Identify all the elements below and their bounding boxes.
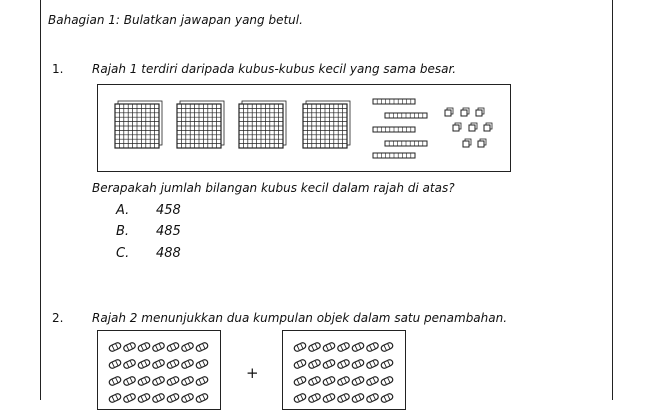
group-1-object-13	[181, 359, 194, 370]
group-2-object-4	[337, 342, 350, 353]
group-1-object-8	[108, 359, 121, 370]
group-2-object-15	[293, 376, 306, 387]
group-1-object-2	[123, 342, 136, 353]
unit-cube-8	[478, 139, 486, 147]
group-2-object-24	[322, 393, 335, 404]
unit-cube-1	[445, 108, 453, 116]
unit-cube-4	[453, 123, 461, 131]
ten-rod-5	[373, 153, 415, 158]
unit-cube-2	[461, 108, 469, 116]
group-2-object-19	[351, 376, 364, 387]
group-2-object-3	[322, 342, 335, 353]
group-2-object-18	[337, 376, 350, 387]
group-1-object-28	[195, 393, 208, 404]
option-a-letter[interactable]: A.	[116, 203, 130, 218]
unit-cube-5	[469, 123, 477, 131]
group-1-object-15	[108, 376, 121, 387]
group-1-object-18	[152, 376, 165, 387]
group-2-object-23	[308, 393, 321, 404]
page-border-left	[40, 0, 41, 400]
question-1-prompt: Berapakah jumlah bilangan kubus kecil dalam rajah di atas?	[92, 181, 455, 195]
group-2-object-22	[293, 393, 306, 404]
group-1-object-25	[152, 393, 165, 404]
group-1-object-21	[195, 376, 208, 387]
option-a-value[interactable]: 458	[156, 203, 181, 218]
group-2-object-2	[308, 342, 321, 353]
group-2-object-16	[308, 376, 321, 387]
option-b-value[interactable]: 485	[156, 224, 181, 239]
group-1-object-11	[152, 359, 165, 370]
group-2-object-27	[366, 393, 379, 404]
group-1-object-27	[181, 393, 194, 404]
question-2-text: Rajah 2 menunjukkan dua kumpulan objek dalam satu penambahan.	[92, 311, 508, 325]
group-1-object-20	[181, 376, 194, 387]
group-2-object-10	[322, 359, 335, 370]
group-1-object-26	[166, 393, 179, 404]
group-1-object-14	[195, 359, 208, 370]
group-1-object-24	[137, 393, 150, 404]
group-1-object-16	[123, 376, 136, 387]
group-2-object-21	[380, 376, 393, 387]
ten-rod-3	[373, 127, 415, 132]
group-1-object-22	[108, 393, 121, 404]
group-1-object-7	[195, 342, 208, 353]
page-border-right	[612, 0, 613, 400]
figure-2-group-2	[282, 330, 406, 410]
group-2-object-8	[293, 359, 306, 370]
section-instruction: Bahagian 1: Bulatkan jawapan yang betul.	[48, 13, 303, 27]
unit-cube-3	[476, 108, 484, 116]
unit-cube-7	[463, 139, 471, 147]
group-1-object-17	[137, 376, 150, 387]
group-1-object-10	[137, 359, 150, 370]
figure-2-group-1-drawing	[98, 331, 222, 411]
unit-cube-6	[484, 123, 492, 131]
figure-2-group-1	[97, 330, 221, 410]
question-1-text: Rajah 1 terdiri daripada kubus-kubus kecil yang sama besar.	[92, 62, 457, 76]
question-2-number: 2.	[52, 311, 64, 325]
option-c-letter[interactable]: C.	[116, 246, 130, 261]
group-2-object-6	[366, 342, 379, 353]
hundred-block-2	[177, 101, 224, 148]
group-1-object-6	[181, 342, 194, 353]
group-1-object-19	[166, 376, 179, 387]
question-1-number: 1.	[52, 62, 64, 76]
plus-sign: +	[246, 364, 259, 382]
group-2-object-9	[308, 359, 321, 370]
ten-rod-1	[373, 99, 415, 104]
ten-rod-4	[385, 141, 427, 146]
group-2-object-5	[351, 342, 364, 353]
option-c-value[interactable]: 488	[156, 246, 181, 261]
group-2-object-25	[337, 393, 350, 404]
hundred-block-4	[303, 101, 350, 148]
hundred-block-3	[239, 101, 286, 148]
group-2-object-20	[366, 376, 379, 387]
group-1-object-4	[152, 342, 165, 353]
group-1-object-1	[108, 342, 121, 353]
figure-2-group-2-drawing	[283, 331, 407, 411]
group-1-object-9	[123, 359, 136, 370]
group-2-object-13	[366, 359, 379, 370]
group-1-object-5	[166, 342, 179, 353]
group-1-object-23	[123, 393, 136, 404]
option-b-letter[interactable]: B.	[116, 224, 130, 239]
group-2-object-28	[380, 393, 393, 404]
hundred-block-1	[115, 101, 162, 148]
figure-1-base-ten-blocks	[97, 84, 511, 172]
group-2-object-7	[380, 342, 393, 353]
figure-1-drawing	[98, 85, 512, 173]
group-2-object-1	[293, 342, 306, 353]
ten-rod-2	[385, 113, 427, 118]
group-1-object-12	[166, 359, 179, 370]
group-1-object-3	[137, 342, 150, 353]
group-2-object-14	[380, 359, 393, 370]
group-2-object-12	[351, 359, 364, 370]
group-2-object-26	[351, 393, 364, 404]
group-2-object-11	[337, 359, 350, 370]
group-2-object-17	[322, 376, 335, 387]
